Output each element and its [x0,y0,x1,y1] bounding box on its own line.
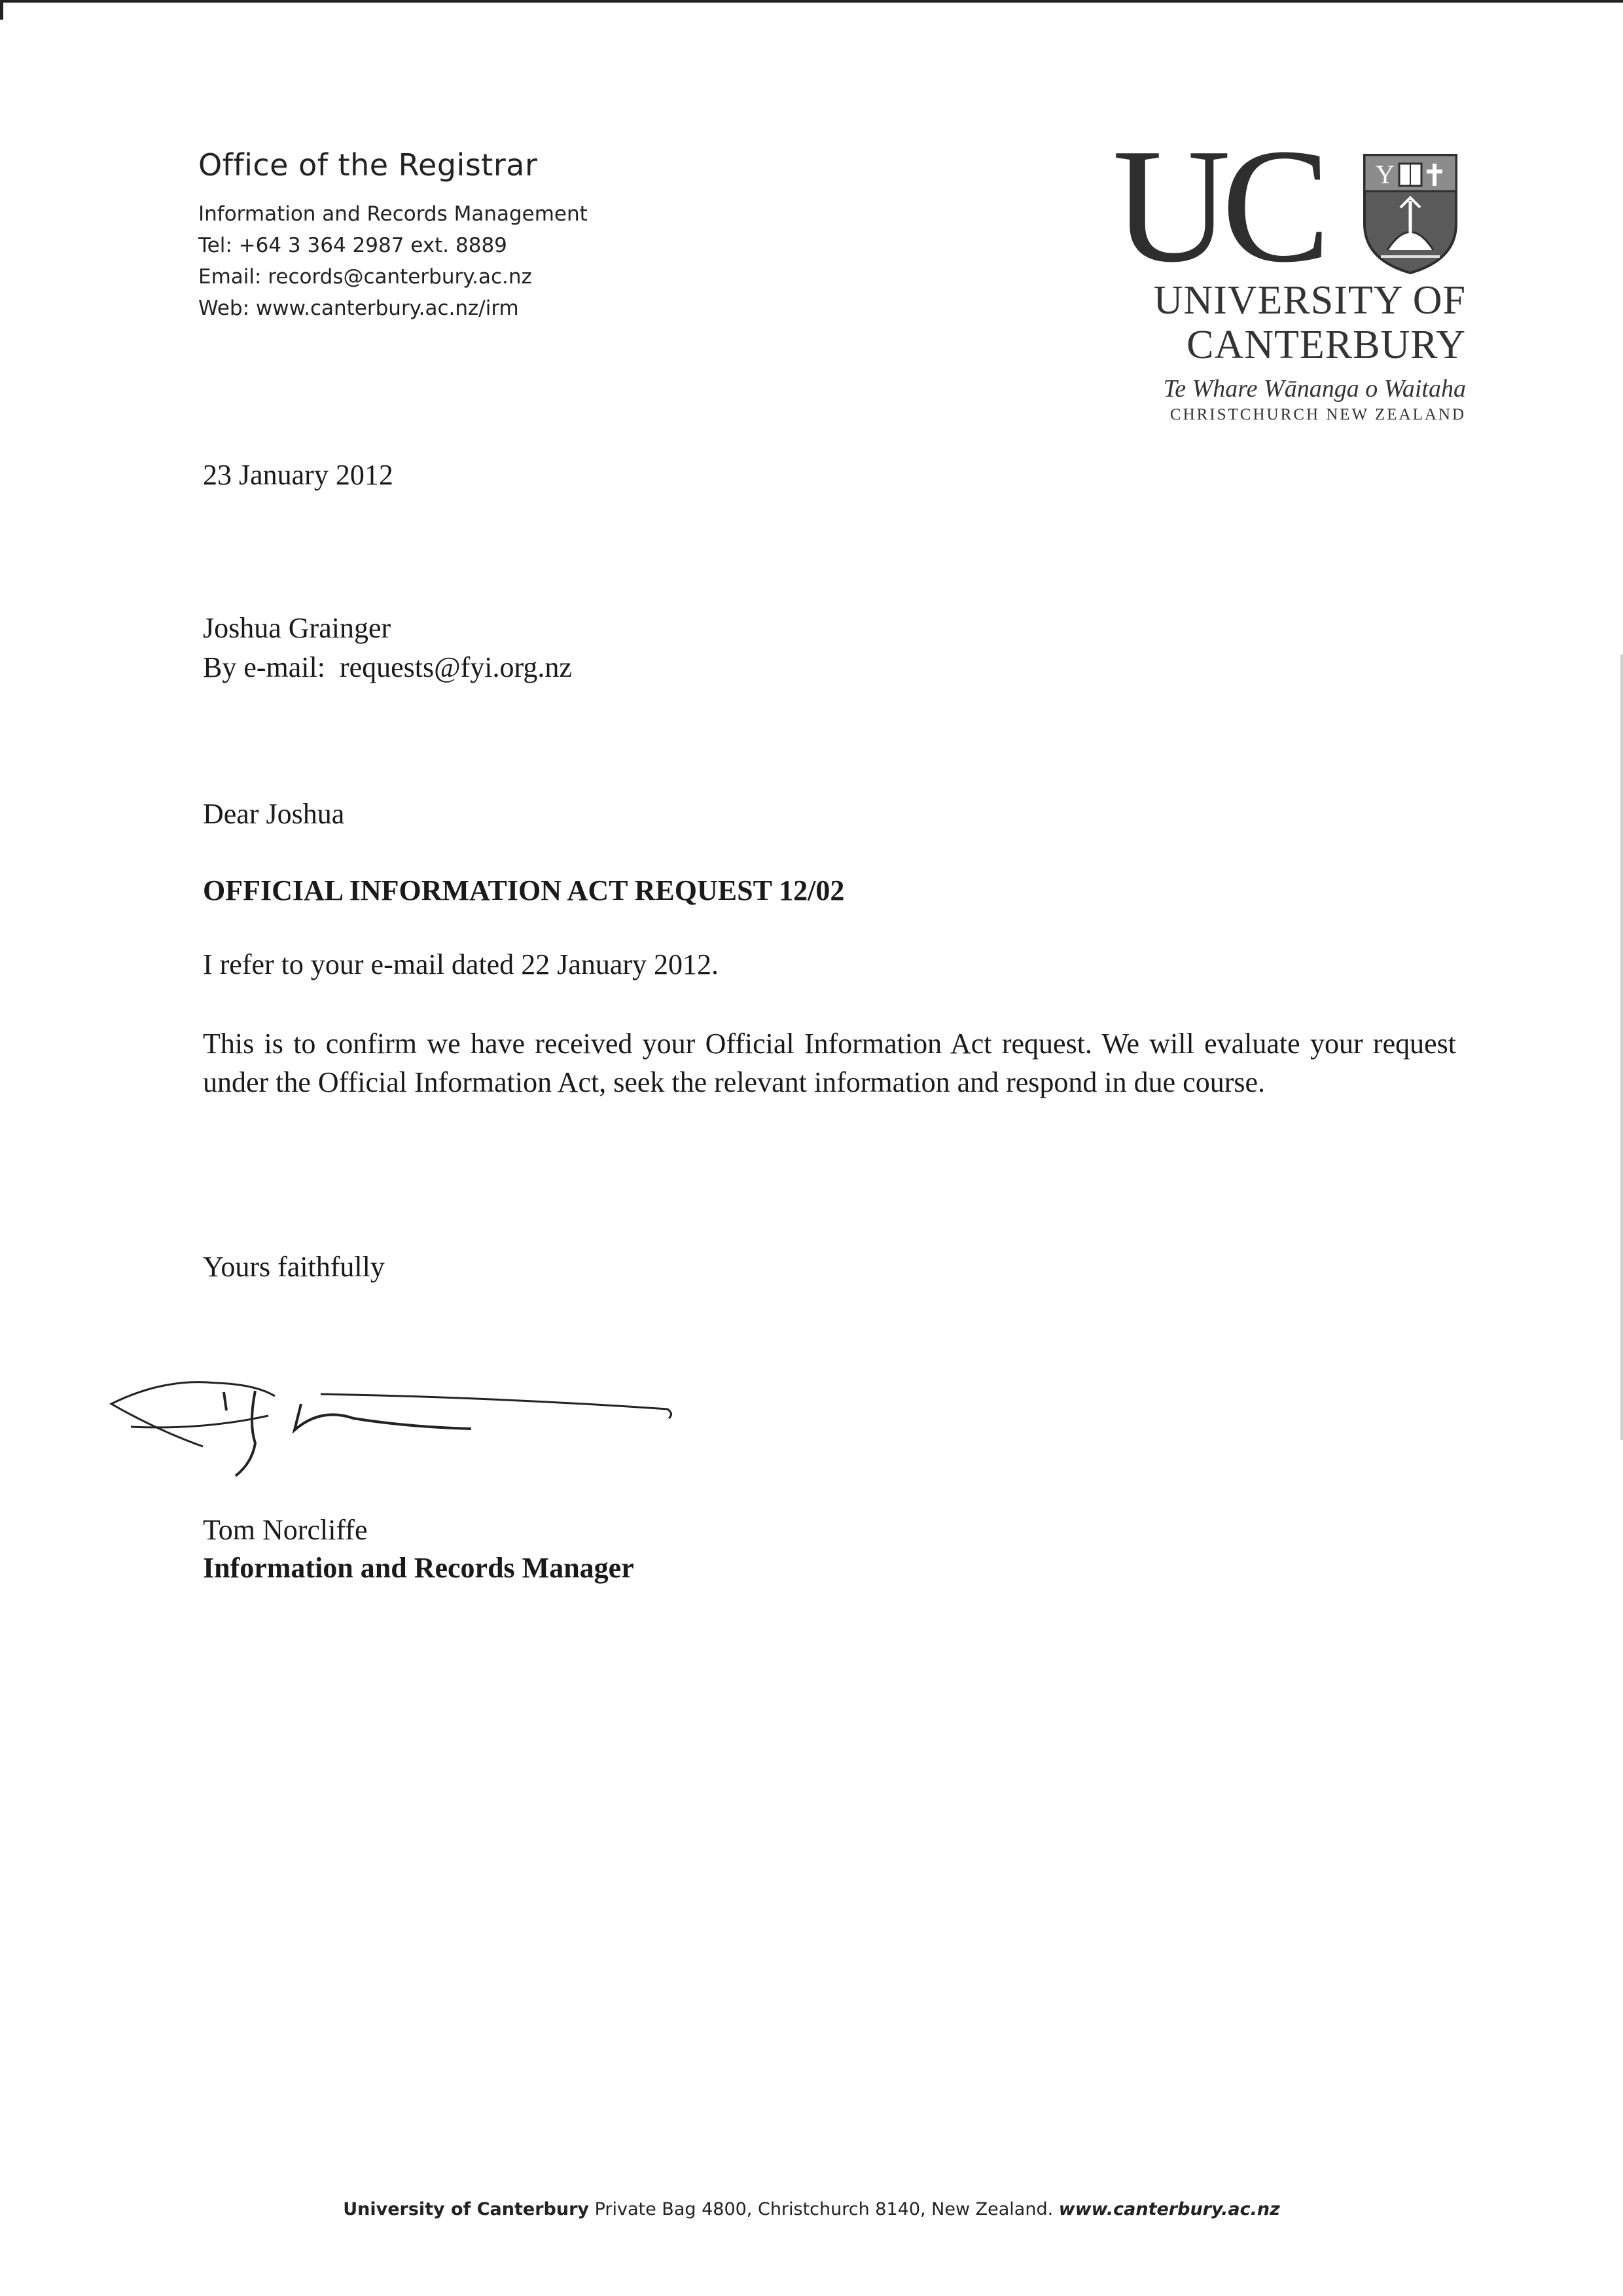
paragraph-2: This is to confirm we have received your Official Information Act request. We will evaluate your request under the Official Information Act, seek the relevant information and respond in due course. [203,1028,1456,1098]
footer-address: Private Bag 4800, Christchurch 8140, New Zealand. [589,2199,1059,2219]
recipient-block [203,609,572,687]
subject-line: OFFICIAL INFORMATION ACT REQUEST 12/02 [203,874,845,906]
sender-block [198,147,588,324]
recipient-email: By e-mail: requests@fyi.org.nz [203,651,572,683]
recipient-name: Joshua Grainger [203,612,391,644]
signatory-title: Information and Records Manager [203,1552,634,1584]
logo-monogram: UC [1113,115,1322,296]
logo-name-line1: UNIVERSITY OF [1153,278,1466,323]
scan-border-right [1620,655,1623,1440]
signatory-name: Tom Norcliffe [203,1514,368,1546]
footer-org: University of Canterbury [343,2199,589,2219]
sender-department: Information and Records Management [198,202,588,226]
signature-icon [105,1365,694,1482]
salutation: Dear Joshua [203,798,345,830]
university-logo [1113,115,1466,432]
logo-maori-name: Te Whare Wānanga o Waitaha [1163,375,1466,403]
footer-website[interactable]: www.canterbury.ac.nz [1058,2199,1280,2219]
scan-border-top [0,0,1623,3]
sender-email: Email: records@canterbury.ac.nz [198,265,532,289]
sender-office: Office of the Registrar [198,147,538,183]
paragraph-1: I refer to your e-mail dated 22 January 2012. [203,948,719,980]
sender-tel: Tel: +64 3 364 2987 ext. 8889 [198,234,507,257]
logo-name-line2: CANTERBURY [1186,323,1466,367]
logo-location: CHRISTCHURCH NEW ZEALAND [1169,406,1466,423]
logo-name [1120,278,1466,367]
scan-corner-mark [0,0,3,20]
footer [0,2199,1623,2219]
closing: Yours faithfully [203,1251,385,1283]
crest-icon [1361,152,1459,276]
letter-date: 23 January 2012 [203,459,393,491]
sender-web: Web: www.canterbury.ac.nz/irm [198,296,519,320]
svg-text:Y: Y [1376,160,1395,189]
